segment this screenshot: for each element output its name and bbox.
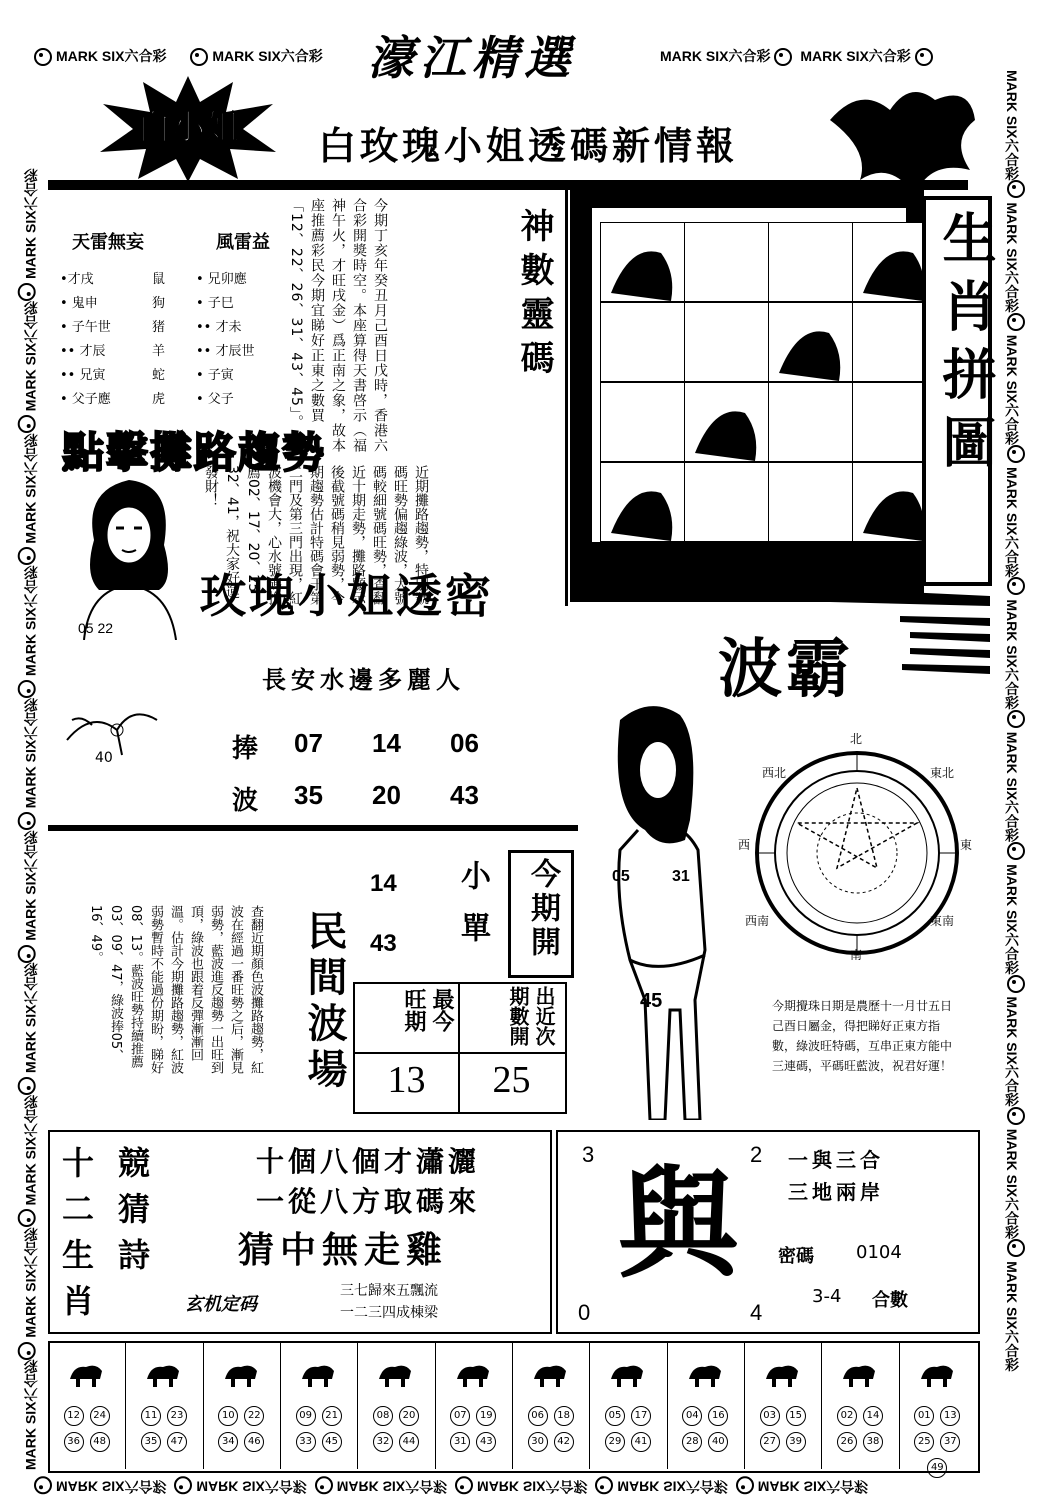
zodiac-number: 19 — [476, 1406, 496, 1426]
zodiac-number: 30 — [528, 1432, 548, 1452]
min-jian-num: 14 — [370, 870, 397, 897]
hexagram-right-line: •• 才未 — [196, 320, 242, 335]
rose-row-1 — [232, 728, 479, 765]
min-jian-num: 43 — [370, 930, 397, 957]
poem-right-char: 競 — [118, 1144, 151, 1182]
flower-icon — [595, 1476, 613, 1494]
headline: 白玫瑰小姐透碼新情報 — [318, 123, 739, 168]
min-jian-title: 民間波場 — [301, 910, 348, 1094]
flower-icon — [174, 1476, 192, 1494]
left-border: MARK SIX六合彩 MARK SIX六合彩 MARK SIX六合彩 MARK SIX六合彩 MARK SIX六合彩 MARK SIX六合彩 MARK SIX六合彩 MARK SIX六合彩 MARK SIX六合彩 MARK SIX六合彩 — [14, 80, 41, 1470]
poem-line-1: 十個八個才瀟灑 — [256, 1145, 481, 1178]
stripes-decoration — [790, 588, 990, 680]
flower-icon — [915, 48, 933, 66]
zodiac-number: 24 — [90, 1406, 110, 1426]
poem-left-char: 二 — [62, 1190, 95, 1228]
row2-num: 20 — [372, 780, 401, 810]
flower-icon — [18, 547, 36, 565]
rose-row-2 — [232, 780, 479, 817]
zodiac-number: 49 — [927, 1458, 947, 1478]
row2-label: 波 — [232, 786, 259, 816]
hexagram-animal: 羊 — [152, 344, 166, 359]
hexagram-left-line: •• 才辰 — [60, 344, 106, 359]
puzzle-piece — [600, 222, 686, 302]
zodiac-number: 44 — [399, 1432, 419, 1452]
puzzle-piece — [684, 462, 770, 542]
star-label: 白小姐 — [137, 108, 239, 148]
bo-ba-title: 波霸 — [718, 632, 854, 707]
woman-num: 31 — [672, 868, 690, 885]
poem-left-char: 肖 — [62, 1282, 95, 1320]
zodiac-number: 34 — [218, 1432, 238, 1452]
flower-icon — [1007, 842, 1025, 860]
puzzle-piece — [684, 302, 770, 382]
poem-line-2: 一從八方取碼來 — [256, 1185, 481, 1218]
zodiac-number: 17 — [631, 1406, 651, 1426]
trend-text: 近期攤路趨勢，特別號碼旺勢偏趨綠波，大號碼較細號碼旺勢，查翻近十期走勢，攤路顯示後截號碼稍見弱勢，今期趨勢估計特碼會于第二門及第三門出現，紅波機會大，心水號碼推薦02、17、20、25、32、41，祝大家好運發財！ — [203, 465, 429, 607]
yu-char: 與 — [618, 1154, 738, 1295]
flower-icon — [1007, 445, 1025, 463]
flower-icon — [18, 1342, 36, 1360]
yu-corner-br: 4 — [750, 1300, 763, 1325]
hexagram-right-line: • 子巳 — [196, 296, 234, 311]
shen-shu-title: 神數靈碼 — [514, 208, 554, 384]
zodiac-number: 27 — [760, 1432, 780, 1452]
flower-icon — [1007, 710, 1025, 728]
poem-right-char: 猜 — [118, 1190, 151, 1228]
hexagram-left-line: •• 兄寅 — [60, 368, 106, 383]
puzzle-piece — [600, 462, 686, 542]
zodiac-number: 48 — [90, 1432, 110, 1452]
poem-caption-2a: 三七歸來五飄流 — [340, 1283, 438, 1299]
zodiac-number: 33 — [296, 1432, 316, 1452]
hexagram-row — [60, 292, 280, 316]
flower-icon — [736, 1476, 754, 1494]
hexagram-animal: 狗 — [152, 296, 166, 311]
top-border: MARK SIX六合彩 MARK SIX六合彩 — [30, 46, 323, 66]
zodiac-number: 39 — [786, 1432, 806, 1452]
mid-rule — [48, 825, 578, 831]
zodiac-number: 23 — [167, 1406, 187, 1426]
poem-caption-1: 玄机定码 — [185, 1294, 257, 1315]
poem-right-char: 詩 — [118, 1236, 151, 1274]
puzzle-piece — [768, 462, 854, 542]
zodiac-number: 07 — [450, 1406, 470, 1426]
row1-num: 06 — [450, 728, 479, 758]
zodiac-number: 37 — [940, 1432, 960, 1452]
flower-icon — [1007, 313, 1025, 331]
zodiac-number: 38 — [863, 1432, 883, 1452]
poem-line-3: 猜中無走雞 — [238, 1229, 449, 1271]
poem-left-char: 十 — [62, 1144, 95, 1182]
flower-icon — [1007, 1107, 1025, 1125]
puzzle-piece — [684, 222, 770, 302]
flower-icon — [18, 812, 36, 830]
hexagram-rows — [60, 268, 280, 412]
zodiac-number: 02 — [837, 1406, 857, 1426]
puzzle-piece — [600, 302, 686, 382]
hexagram-animal: 猪 — [152, 320, 166, 335]
yu-corner-tl: 3 — [582, 1142, 595, 1167]
flower-icon — [34, 48, 52, 66]
portrait-image — [64, 470, 194, 640]
compass-ne: 東北 — [930, 766, 955, 780]
hexagram-left-line: •才戌 — [60, 272, 94, 287]
hexagram-animal: 虎 — [152, 392, 166, 407]
row2-num: 35 — [294, 780, 323, 810]
row1-num: 14 — [372, 728, 401, 758]
trend-title: 點擊攤路趨勢 — [62, 428, 327, 477]
woman-num: 05 — [612, 868, 630, 885]
flower-icon — [18, 945, 36, 963]
stat-header-right: 出近次期數開 — [506, 986, 556, 1046]
zodiac-number: 16 — [708, 1406, 728, 1426]
compass-east: 東 — [960, 838, 973, 852]
puzzle-piece — [768, 302, 854, 382]
right-border: MARK SIX六合彩 MARK SIX六合彩 MARK SIX六合彩 MARK SIX六合彩 MARK SIX六合彩 MARK SIX六合彩 MARK SIX六合彩 MARK SIX六合彩 MARK SIX六合彩 MARK SIX六合彩 — [1002, 70, 1029, 1470]
zodiac-number: 12 — [64, 1406, 84, 1426]
yu-line-2: 三地兩岸 — [788, 1180, 884, 1204]
yu-code: 0104 — [856, 1242, 902, 1263]
flower-icon — [1007, 577, 1025, 595]
yu-sum-label: 合數 — [872, 1290, 908, 1311]
zodiac-number: 20 — [399, 1406, 419, 1426]
open-label: 今期開 — [525, 858, 560, 960]
yu-corner-bl: 0 — [578, 1300, 591, 1325]
flower-icon — [18, 415, 36, 433]
page-title: 濠江精選 — [368, 31, 576, 85]
puzzle-piece — [600, 382, 686, 462]
poem-left-char: 生 — [62, 1236, 95, 1274]
zodiac-number: 36 — [64, 1432, 84, 1452]
zodiac-number: 43 — [476, 1432, 496, 1452]
zodiac-number: 42 — [554, 1432, 574, 1452]
stat-right-value: 25 — [492, 1059, 531, 1101]
woman-silhouette-image — [590, 700, 760, 1120]
yu-sum: 3-4 — [812, 1286, 842, 1307]
poem-vertical-right — [118, 1140, 158, 1278]
hexagram-animal: 鼠 — [152, 272, 166, 287]
hexagram-animal: 蛇 — [152, 368, 166, 383]
min-jian-text: 查翻近期顏色波攤路趨勢，紅波在經過一番旺勢之后，漸見弱勢，藍波進反趨勢一出旺到頂，綠波也跟着反彈漸漸回溫。估計今期攤路趨勢，紅波弱勢暫時不能過份期盼，睇好08、13。藍波旺勢持續推薦03、09、47，綠波捧05、16、49。 — [88, 905, 263, 1074]
compass-west: 西 — [738, 838, 751, 852]
puzzle-piece — [768, 222, 854, 302]
rose-title: 玫瑰小姐透密 — [200, 569, 494, 623]
zodiac-number: 31 — [450, 1432, 470, 1452]
hexagram-section — [60, 228, 280, 412]
puzzle-piece — [684, 382, 770, 462]
divider — [565, 188, 568, 606]
stat-table — [353, 982, 567, 1114]
zodiac-number: 26 — [837, 1432, 857, 1452]
zodiac-number: 06 — [528, 1406, 548, 1426]
flower-icon — [774, 48, 792, 66]
bottom-border: MARK SIX六合彩 MARK SIX六合彩 MARK SIX六合彩 MARK SIX六合彩 MARK SIX六合彩 MARK SIX六合彩 — [30, 1476, 868, 1496]
hexagram-right-line: •• 才辰世 — [196, 344, 255, 359]
yu-line-1: 一與三合 — [788, 1148, 884, 1172]
zodiac-number: 46 — [244, 1432, 264, 1452]
flower-icon — [18, 1209, 36, 1227]
hexagram-left-line: • 子午世 — [60, 320, 111, 335]
puzzle-piece — [768, 382, 854, 462]
hexagram-right-line: • 兄卯應 — [196, 272, 247, 287]
flower-icon — [315, 1476, 333, 1494]
hexagram-left-line: • 鬼申 — [60, 296, 98, 311]
hexagram-left-title: 天雷無妄 — [72, 232, 144, 253]
puzzle-title: 生肖拼圖 — [934, 210, 998, 482]
stat-left-value: 13 — [387, 1059, 426, 1101]
hexagram-row — [60, 268, 280, 292]
flower-icon — [18, 680, 36, 698]
zodiac-number: 35 — [141, 1432, 161, 1452]
flower-icon — [455, 1476, 473, 1494]
zodiac-number: 29 — [605, 1432, 625, 1452]
zodiac-number: 28 — [682, 1432, 702, 1452]
hexagram-right-title: 風雷益 — [216, 232, 270, 253]
hexagram-right-line: • 子寅 — [196, 368, 234, 383]
zodiac-number: 13 — [940, 1406, 960, 1426]
zodiac-number: 09 — [296, 1406, 316, 1426]
puzzle-grid — [600, 222, 940, 542]
zodiac-number: 21 — [322, 1406, 342, 1426]
zodiac-number: 32 — [373, 1432, 393, 1452]
zodiac-number: 04 — [682, 1406, 702, 1426]
compass-nw: 西北 — [762, 766, 787, 780]
zodiac-number: 40 — [708, 1432, 728, 1452]
hexagram-row — [60, 364, 280, 388]
flower-icon — [18, 283, 36, 301]
stat-header-left: 最今旺期 — [401, 988, 454, 1032]
zodiac-number: 14 — [863, 1406, 883, 1426]
poem-caption-2b: 一二三四成棟梁 — [340, 1305, 438, 1321]
zodiac-number: 11 — [141, 1406, 161, 1426]
zodiac-number: 01 — [914, 1406, 934, 1426]
flower-icon — [1007, 180, 1025, 198]
bottom-num: 45 — [640, 990, 663, 1012]
hexagram-row — [60, 388, 280, 412]
row1-label: 捧 — [232, 734, 259, 764]
zodiac-number: 18 — [554, 1406, 574, 1426]
poem-vertical-left — [62, 1140, 102, 1324]
zodiac-number: 15 — [786, 1406, 806, 1426]
small-single: 小單 — [455, 860, 490, 964]
rose-subtitle: 長安水邊多麗人 — [262, 665, 465, 694]
rose-nums: 05 22 — [78, 620, 114, 636]
zodiac-number: 08 — [373, 1406, 393, 1426]
yu-code-label: 密碼 — [778, 1246, 814, 1267]
flower-num: 40 — [95, 750, 113, 766]
compass-sw: 西南 — [745, 914, 770, 928]
hexagram-right-line: • 父子 — [196, 392, 234, 407]
zodiac-number: 45 — [322, 1432, 342, 1452]
compass-south: 南 — [850, 948, 863, 962]
zodiac-number: 41 — [631, 1432, 651, 1452]
hexagram-row — [60, 316, 280, 340]
flower-icon — [18, 1077, 36, 1095]
flower-icon — [34, 1476, 52, 1494]
flower-icon — [190, 48, 208, 66]
zodiac-number: 10 — [218, 1406, 238, 1426]
row1-num: 07 — [294, 728, 323, 758]
hexagram-left-line: • 父子應 — [60, 392, 111, 407]
zodiac-row-frame — [48, 1341, 980, 1473]
zodiac-number: 05 — [605, 1406, 625, 1426]
flower-icon — [1007, 975, 1025, 993]
zodiac-number: 22 — [244, 1406, 264, 1426]
yu-corner-tr: 2 — [750, 1142, 763, 1167]
compass-north: 北 — [850, 732, 863, 746]
flower-icon — [1007, 1239, 1025, 1257]
bo-ba-text: 今期攪珠日期是農歷十一月廿五日己酉日屬金，得把睇好正東方指數，綠波旺特碼，互串正東方能中三連碼，平碼旺藍波，祝君好運！ — [772, 999, 953, 1073]
compass-se: 東南 — [930, 914, 955, 928]
zodiac-number: 03 — [760, 1406, 780, 1426]
row2-num: 43 — [450, 780, 479, 810]
hexagram-row — [60, 340, 280, 364]
zodiac-number: 25 — [914, 1432, 934, 1452]
zodiac-number: 47 — [167, 1432, 187, 1452]
shen-shu-text: 今期丁亥年癸丑月己酉日戊時，香港六合彩開獎時空。本座算得天書啓示（福神午火，才旺戌金）爲正南之象，故本座推薦彩民今期宜睇好正東之數買「12、22、26、31、43、45」。 — [288, 198, 388, 453]
top-border-right: MARK SIX六合彩 MARK SIX六合彩 — [660, 46, 937, 66]
